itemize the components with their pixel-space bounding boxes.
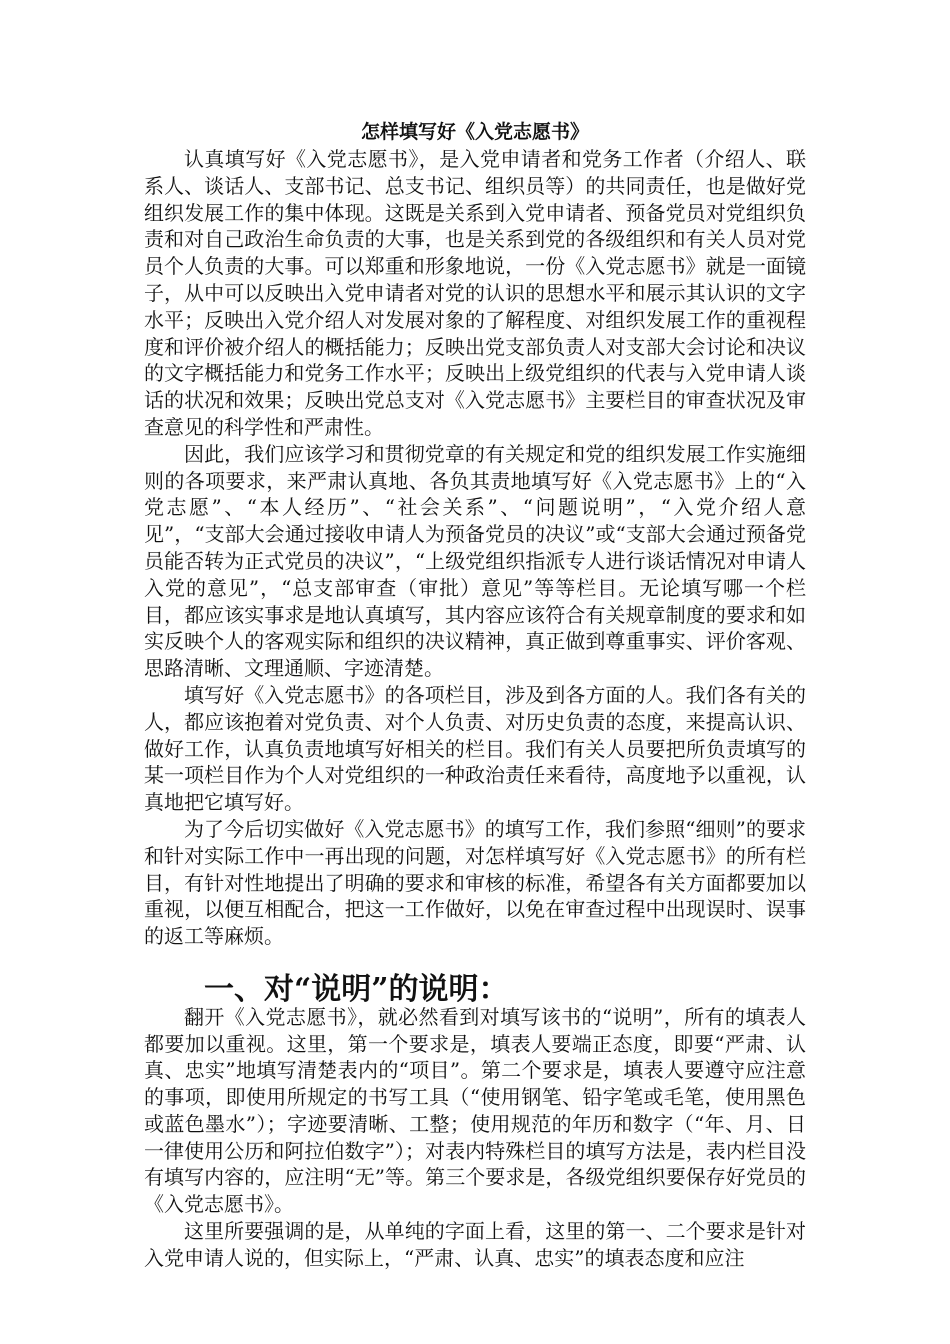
document-page [144, 118, 806, 1272]
paragraph: 填写好《入党志愿书》的各项栏目，涉及到各方面的人。我们各有关的人，都应该抱着对党负责、对个人负责、对历史负责的态度，来提高认识、做好工作，认真负责地填写好相关的栏目。我们有关人员要把所负责填写的某一项栏目作为个人对党组织的一种政治责任来看待，高度地予以重视，认真地把它填写好。 [144, 682, 806, 815]
paragraph: 这里所要强调的是，从单纯的字面上看，这里的第一、二个要求是针对入党申请人说的，但实际上，“严肃、认真、忠实”的填表态度和应注 [144, 1219, 806, 1270]
paragraph: 因此，我们应该学习和贯彻党章的有关规定和党的组织发展工作实施细则的各项要求，来严肃认真地、各负其责地填写好《入党志愿书》上的“入党志愿”、“本人经历”、“社会关系”、“问题说明”，“入党介绍人意见”，“支部大会通过接收申请人为预备党员的决议”或“支部大会通过预备党员能否转为正式党员的决议”，“上级党组织指派专人进行谈话情况对申请人入党的意见”，“总支部审查（审批）意见”等等栏目。无论填写哪一个栏目，都应该实事求是地认真填写，其内容应该符合有关规章制度的要求和如实反映个人的客观实际和组织的决议精神，真正做到尊重事实、评价客观、思路清晰、文理通顺、字迹清楚。 [144, 441, 806, 681]
document-title: 怎样填写好《入党志愿书》 [360, 121, 589, 143]
section-heading: 一、对“说明”的说明： [204, 971, 509, 1007]
paragraph: 认真填写好《入党志愿书》，是入党申请者和党务工作者（介绍人、联系人、谈话人、支部书记、总支书记、组织员等）的共同责任，也是做好党组织发展工作的集中体现。这既是关系到入党申请者、预备党员对党组织负责和对自己政治生命负责的大事，也是关系到党的各级组织和有关人员对党员个人负责的大事。可以郑重和形象地说，一份《入党志愿书》就是一面镜子，从中可以反映出入党申请者对党的认识的思想水平和展示其认识的文字水平；反映出入党介绍人对发展对象的了解程度、对组织发展工作的重视程度和评价被介绍人的概括能力；反映出党支部负责人对支部大会讨论和决议的文字概括能力和党务工作水平；反映出上级党组织的代表与入党申请人谈话的状况和效果；反映出党总支对《入党志愿书》主要栏目的审查状况及审查意见的科学性和严肃性。 [144, 147, 806, 439]
paragraph: 为了今后切实做好《入党志愿书》的填写工作，我们参照“细则”的要求和针对实际工作中一再出现的问题，对怎样填写好《入党志愿书》的所有栏目，有针对性地提出了明确的要求和审核的标准，希望各有关方面都要加以重视，以便互相配合，把这一工作做好，以免在审查过程中出现误时、误事的返工等麻烦。 [144, 816, 806, 949]
paragraph: 翻开《入党志愿书》，就必然看到对填写该书的“说明”，所有的填表人都要加以重视。这里，第一个要求是，填表人要端正态度，即要“严肃、认真、忠实”地填写清楚表内的“项目”。第二个要求是，填表人要遵守应注意的事项，即使用所规定的书写工具（“使用钢笔、铅字笔或毛笔，使用黑色或蓝色墨水”）；字迹要清晰、工整；使用规范的年历和数字（“年、月、日一律使用公历和阿拉伯数字”）；对表内特殊栏目的填写方法是，表内栏目没有填写内容的，应注明“无”等。第三个要求是，各级党组织要保存好党员的《入党志愿书》。 [144, 1004, 806, 1217]
